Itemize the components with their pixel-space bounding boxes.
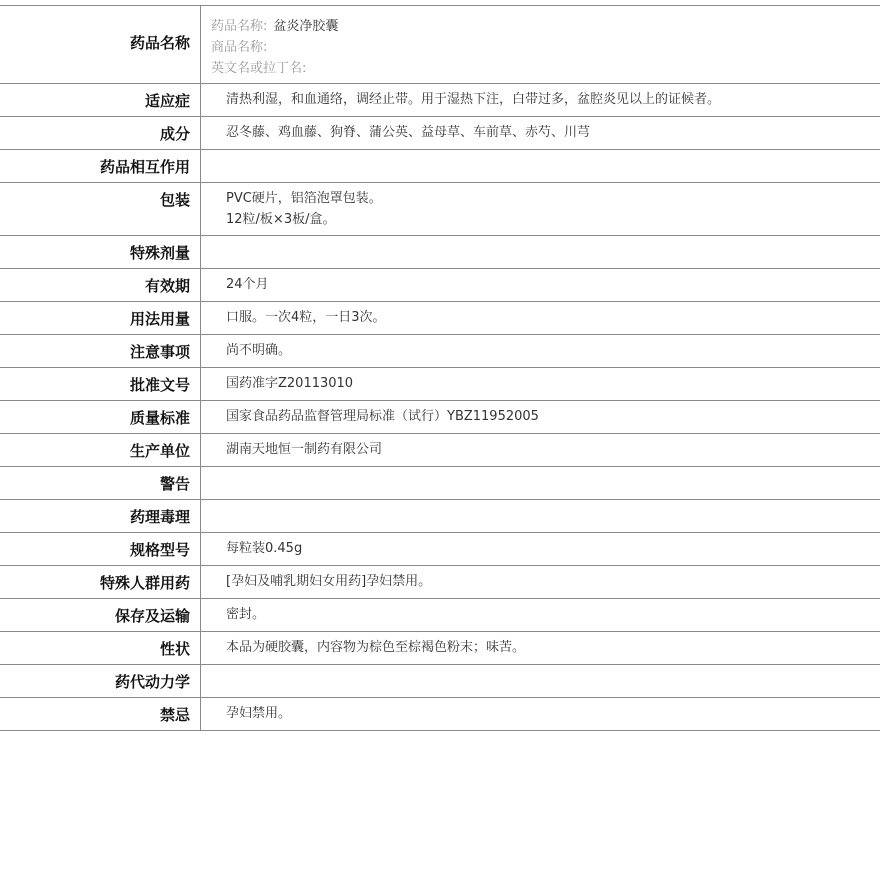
row-label-interactions: 药品相互作用 [0,150,201,182]
row-label-packaging: 包装 [0,183,201,235]
row-label-specification: 规格型号 [0,533,201,565]
row-storage-transport [0,599,880,632]
row-label-warning: 警告 [0,467,201,499]
trade-name-key: 商品名称: [211,40,268,55]
row-value-special-dosage [201,236,880,268]
row-label-shelf-life: 有效期 [0,269,201,301]
row-label-appearance: 性状 [0,632,201,664]
row-value-storage-transport: 密封。 [226,607,266,622]
row-shelf-life [0,269,880,302]
row-label-storage-transport: 保存及运输 [0,599,201,631]
row-value-warning [201,467,880,499]
row-precautions [0,335,880,368]
row-value-usage-dosage: 口服。一次4粒，一日3次。 [226,310,386,325]
row-label-approval-number: 批准文号 [0,368,201,400]
row-approval-number [0,368,880,401]
latin-name-line [211,58,880,79]
row-label-pharmacokinetics: 药代动力学 [0,665,201,697]
row-indications [0,84,880,117]
row-pharmacokinetics [0,665,880,698]
generic-name-key: 药品名称: [211,19,268,34]
row-value-pharmacokinetics [201,665,880,697]
row-label-quality-standard: 质量标准 [0,401,201,433]
row-label-contraindications: 禁忌 [0,698,201,730]
row-value-precautions: 尚不明确。 [226,343,292,358]
row-pharmacology-toxicology [0,500,880,533]
row-interactions [0,150,880,183]
row-warning [0,467,880,500]
row-label-drug-name: 药品名称 [0,6,201,83]
drug-info-table [0,5,880,731]
row-packaging [0,183,880,236]
packaging-line-2: 12粒/板×3板/盒。 [226,212,336,227]
row-label-pharmacology-toxicology: 药理毒理 [0,500,201,532]
generic-name-line [211,16,880,37]
packaging-line-1: PVC硬片，铝箔泡罩包装。 [226,191,382,206]
row-drug-name [0,6,880,84]
row-label-special-dosage: 特殊剂量 [0,236,201,268]
row-special-populations [0,566,880,599]
row-usage-dosage [0,302,880,335]
row-value-approval-number: 国药准字Z20113010 [226,376,354,391]
row-label-special-populations: 特殊人群用药 [0,566,201,598]
row-value-quality-standard: 国家食品药品监督管理局标准（试行）YBZ11952005 [226,409,539,424]
row-contraindications [0,698,880,731]
row-label-indications: 适应症 [0,84,201,116]
row-manufacturer [0,434,880,467]
row-value-manufacturer: 湖南天地恒一制药有限公司 [226,442,383,457]
row-appearance [0,632,880,665]
row-value-pharmacology-toxicology [201,500,880,532]
row-value-appearance: 本品为硬胶囊，内容物为棕色至棕褐色粉末；味苦。 [226,640,526,655]
row-label-manufacturer: 生产单位 [0,434,201,466]
row-value-shelf-life: 24个月 [226,277,269,292]
latin-name-key: 英文名或拉丁名: [211,61,307,76]
row-quality-standard [0,401,880,434]
row-ingredients [0,117,880,150]
row-label-usage-dosage: 用法用量 [0,302,201,334]
row-specification [0,533,880,566]
row-label-ingredients: 成分 [0,117,201,149]
row-value-contraindications: 孕妇禁用。 [226,706,292,721]
row-label-precautions: 注意事项 [0,335,201,367]
generic-name-value: 盆炎净胶囊 [273,19,339,34]
row-value-special-populations: [孕妇及哺乳期妇女用药]孕妇禁用。 [226,574,432,589]
row-value-packaging [201,183,880,235]
row-value-indications: 清热利湿，和血通络，调经止带。用于湿热下注，白带过多，盆腔炎见以上的证候者。 [226,92,721,107]
row-value-ingredients: 忍冬藤、鸡血藤、狗脊、蒲公英、益母草、车前草、赤芍、川芎 [226,125,591,140]
trade-name-line [211,37,880,58]
row-value-specification: 每粒装0.45g [226,541,303,556]
row-value-interactions [201,150,880,182]
row-special-dosage [0,236,880,269]
drug-name-values [201,6,880,83]
